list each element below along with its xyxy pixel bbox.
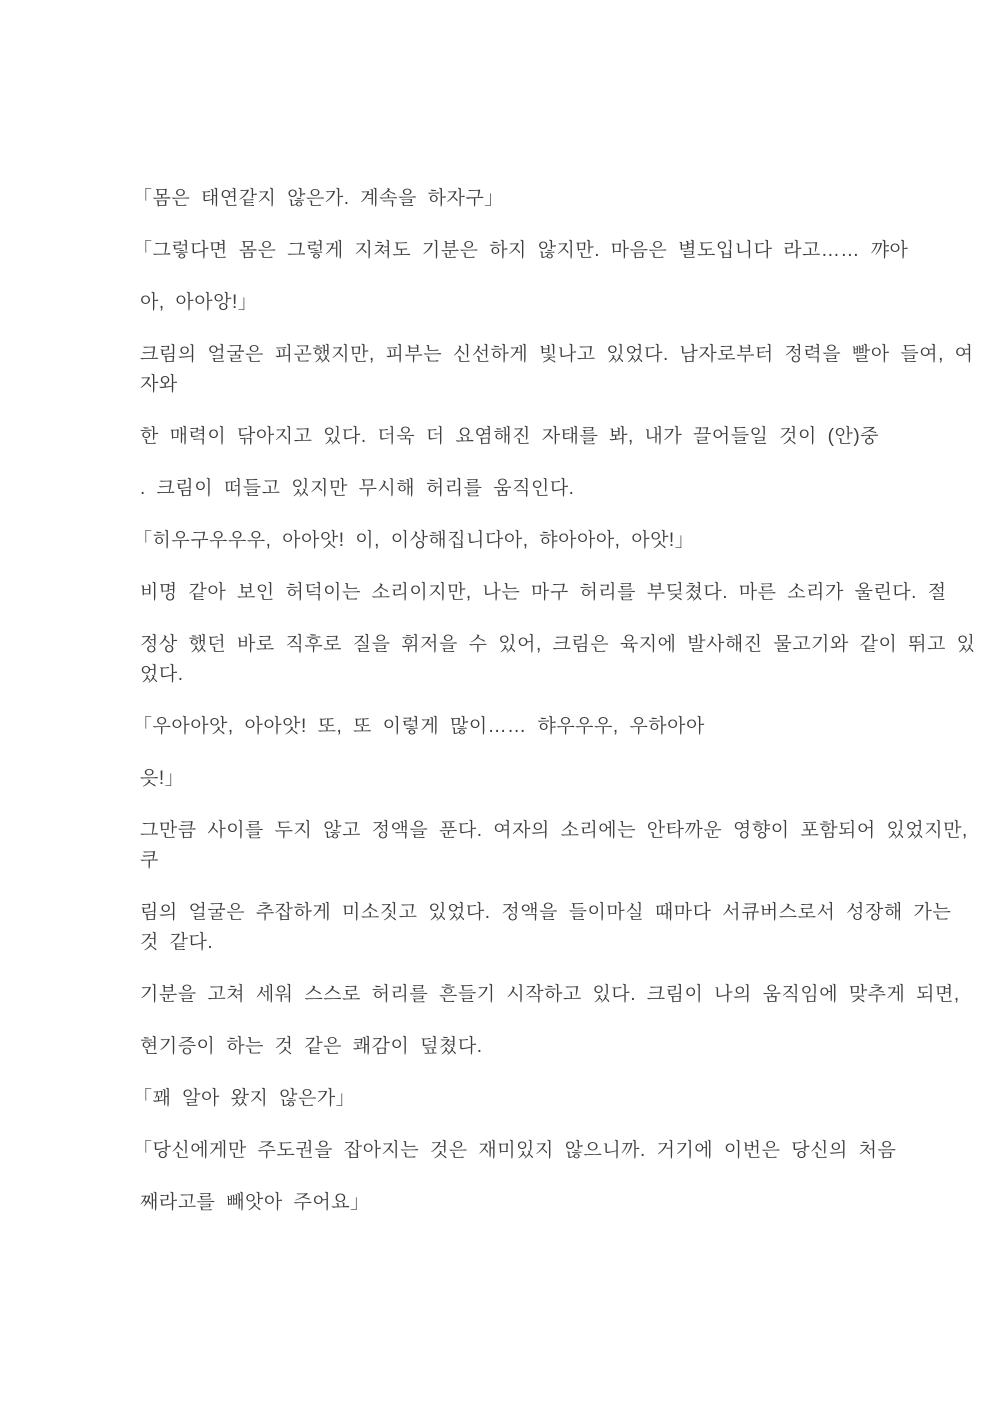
text-line: 그만큼 사이를 두지 않고 정액을 푼다. 여자의 소리에는 안타까운 영향이 포함되어 있었지만, bbox=[140, 820, 968, 841]
text-line: 한 매력이 닦아지고 있다. 더욱 더 요염해진 자태를 봐, 내가 끌어들일 것이 (안)중 bbox=[140, 426, 880, 447]
paragraph bbox=[133, 526, 882, 556]
paragraph bbox=[140, 340, 974, 400]
text-line: 째라고를 빼앗아 주어요」 bbox=[140, 1192, 370, 1213]
paragraph bbox=[133, 1136, 897, 1166]
paragraph bbox=[140, 1188, 882, 1218]
text-line: 크림의 얼굴은 피곤했지만, 피부는 신선하게 빛나고 있었다. 남자로부터 정력을 빨아 들여, 여 bbox=[140, 344, 974, 365]
paragraph bbox=[140, 422, 882, 452]
paragraph bbox=[140, 764, 882, 794]
text-line: 아, 아아앙!」 bbox=[140, 292, 258, 313]
text-line: 「당신에게만 주도권을 잡아지는 것은 재미있지 않으니까. 거기에 이번은 당신의 처음 bbox=[133, 1140, 897, 1161]
paragraph bbox=[140, 980, 960, 1010]
text-line: 쿠 bbox=[140, 850, 159, 871]
text-line: 「그렇다면 몸은 그렇게 지쳐도 기분은 하지 않지만. 마음은 별도입니다 라고…… 꺄아 bbox=[133, 240, 909, 261]
text-line: 「몸은 태연같지 않은가. 계속을 하자구」 bbox=[133, 188, 504, 209]
paragraph bbox=[133, 712, 882, 742]
text-line: 「우아아앗, 아아앗! 또, 또 이렇게 많이…… 햐우우우, 우하아아 bbox=[133, 716, 705, 737]
paragraph bbox=[140, 1032, 882, 1062]
document-body bbox=[133, 184, 976, 1218]
text-line: . 크림이 떠들고 있지만 무시해 허리를 움직인다. bbox=[140, 478, 575, 499]
text-line: 「히우구우우우, 아아앗! 이, 이상해집니다아, 햐아아아, 아앗!」 bbox=[133, 530, 695, 551]
text-line: 비명 같아 보인 허덕이는 소리이지만, 나는 마구 허리를 부딪쳤다. 마른 소리가 울린다. 절 bbox=[140, 582, 947, 603]
paragraph bbox=[133, 1084, 882, 1114]
text-line: 것 같다. bbox=[140, 932, 214, 953]
text-line: 기분을 고쳐 세워 스스로 허리를 흔들기 시작하고 있다. 크림이 나의 움직임에 맞추게 되면, bbox=[140, 984, 960, 1005]
paragraph bbox=[133, 236, 909, 266]
text-line: 었다. bbox=[140, 664, 184, 685]
paragraph bbox=[140, 288, 882, 318]
paragraph bbox=[140, 898, 952, 958]
text-line: 현기증이 하는 것 같은 쾌감이 덮쳤다. bbox=[140, 1036, 483, 1057]
text-line: 자와 bbox=[140, 374, 178, 395]
paragraph bbox=[140, 816, 968, 876]
paragraph bbox=[140, 630, 976, 690]
paragraph bbox=[140, 578, 947, 608]
text-line: 읏!」 bbox=[140, 768, 185, 789]
text-line: 「꽤 알아 왔지 않은가」 bbox=[133, 1088, 356, 1109]
paragraph bbox=[140, 474, 882, 504]
text-line: 림의 얼굴은 추잡하게 미소짓고 있었다. 정액을 들이마실 때마다 서큐버스로서 성장해 가는 bbox=[140, 902, 952, 923]
text-line: 정상 했던 바로 직후로 질을 휘저을 수 있어, 크림은 육지에 발사해진 물고기와 같이 뛰고 있 bbox=[140, 634, 976, 655]
paragraph bbox=[133, 184, 882, 214]
